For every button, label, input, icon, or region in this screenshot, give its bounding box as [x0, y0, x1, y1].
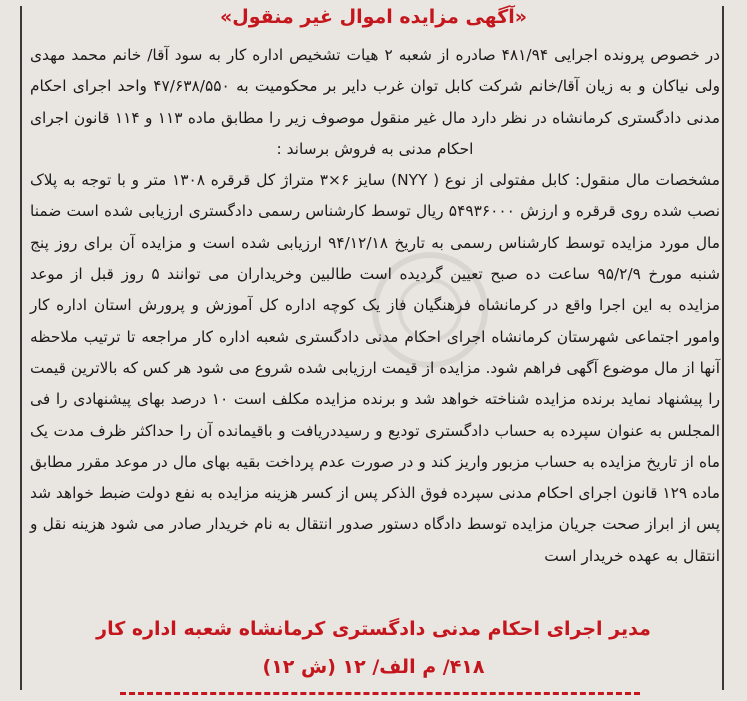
ad-details-paragraph: مشخصات مال منقول: کابل مفتولی از نوع ( NYY) سایز ۶×۳ متراژ کل قرقره ۱۳۰۸ متر و با توجه به پلاک نصب شده روی قرقره و ارزش ۵۴۹۳۶۰۰۰ ریال توسط کارشناس رسمی دادگستری ارزیابی شده است ضمنا مال مورد مزایده توسط کارشناس رسمی به تاریخ ۹۴/۱۲/۱۸ ارزیابی شده است و مزایده آن برای روز پنج شنبه مورخ ۹۵/۲/۹ ساعت ده صبح تعیین گردیده است طالبین وخریداران می توانند ۵ روز قبل از موعد مزایده به این اجرا واقع در کرمانشاه فرهنگیان فاز یک کوچه اداره کل آموزش و پرورش استان اداره کار وامور اجتماعی شهرستان کرمانشاه اجرای احکام مدنی دادگستری شعبه اداره کار مراجعه تا ترتیب ملاحظه آنها از مال موضوع آگهی فراهم شود. مزایده از قیمت ارزیابی شده شروع می شود هر کس که بالاترین قیمت را پیشنهاد نماید برنده مزایده شناخته خواهد شد و برنده مزایده مکلف است ۱۰ درصد بهای پیشنهادی را فی المجلس به عنوان سپرده به حساب دادگستری تودیع و رسیددریافت و باقیمانده آن را حداکثر ظرف مدت یک ماه از تاریخ مزایده به حساب مزبور واریز کند و در صورت عدم پرداخت بقیه بهای مال در موعد مقرر مطابق ماده ۱۲۹ قانون اجرای احکام مدنی سپرده فوق الذکر پس از کسر هزینه مزایده به نفع دولت ضبط خواهد شد پس از ابراز صحت جریان مزایده توسط دادگاه دستور صدور انتقال به نام خریدار صادر می شود هزینه نقل و انتقال به عهده خریدار است [30, 171, 720, 565]
ad-body [30, 40, 720, 572]
reference-number: ۴۱۸/ م الف/ ۱۲ (ش ۱۲) [262, 656, 485, 678]
ad-intro-paragraph: در خصوص پرونده اجرایی ۴۸۱/۹۴ صادره از شعبه ۲ هیات تشخیص اداره کار به سود آقا/ خانم محمد مهدی ولی نیاکان و به زیان آقا/خانم شرکت کابل توان غرب دایر بر محکومیت به ۴۷/۶۳۸/۵۵۰ واحد اجرای احکام مدنی دادگستری کرمانشاه در نظر دارد مال غیر منقول موصوف زیر را مطابق ماده ۱۱۳ و ۱۱۴ قانون اجرای احکام مدنی به فروش برساند : [30, 46, 721, 158]
ad-title: «آگهی مزایده اموال غیر منقول» [219, 6, 528, 28]
bottom-divider [120, 692, 640, 695]
issuer-signature: مدیر اجرای احکام مدنی دادگستری کرمانشاه شعبه اداره کار [96, 618, 651, 640]
